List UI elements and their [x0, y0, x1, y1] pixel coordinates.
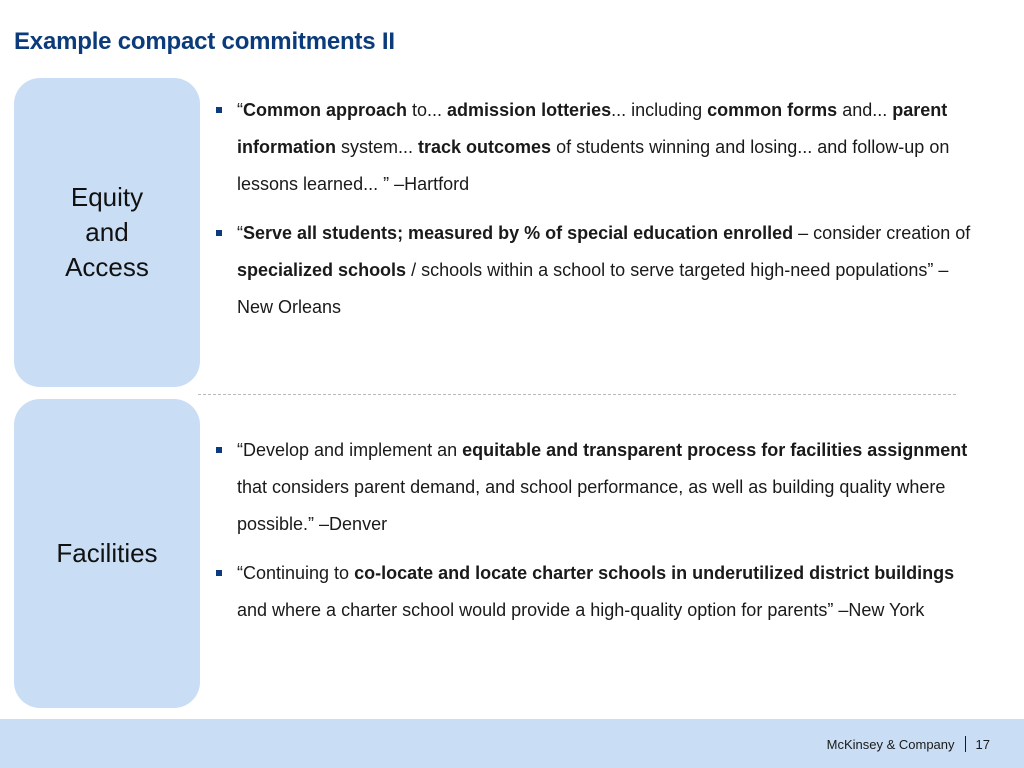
section-panel-equity-access — [14, 78, 200, 387]
bullet-text: to... — [407, 100, 448, 120]
page-number: 17 — [975, 736, 990, 752]
bold-text: equitable and transparent process for facilities assignment — [462, 440, 968, 460]
footer-separator — [965, 736, 966, 752]
section-divider — [198, 394, 956, 395]
company-name: McKinsey & Company — [826, 736, 955, 752]
bullet-text: that considers parent demand, and school performance, as well as building quality where possible.” –Denver — [237, 477, 946, 534]
bold-text: Common approach — [243, 100, 408, 120]
footer-bar — [0, 719, 1024, 768]
bullet-item — [216, 92, 976, 203]
bullet-text: system... — [336, 137, 419, 157]
slide-title: Example compact commitments II — [14, 28, 395, 55]
bullet-text: “ — [237, 223, 243, 243]
bullet-item — [216, 432, 976, 543]
footer-text — [827, 736, 990, 752]
bold-text: co-locate and locate charter schools in underutilized district buildings — [354, 563, 955, 583]
bullet-text: “Develop and implement an — [237, 440, 463, 460]
square-bullet-icon — [216, 570, 222, 576]
section-label: Facilities — [56, 538, 158, 568]
bullet-item — [216, 555, 976, 629]
square-bullet-icon — [216, 107, 222, 113]
bullet-list-equity-access — [216, 92, 976, 338]
bold-text: specialized schools — [237, 260, 407, 280]
bold-text: track outcomes — [418, 137, 552, 157]
bullet-text: “ — [237, 100, 243, 120]
bold-text: admission lotteries — [447, 100, 612, 120]
bullet-item — [216, 215, 976, 326]
bullet-text: of students winning and losing... and follow-up on lessons learned... ” –Hartford — [237, 137, 950, 194]
bullet-list-facilities — [216, 432, 976, 641]
bullet-text: and where a charter school would provide a high-quality option for parents” –New York — [237, 600, 925, 620]
bullet-text: and... — [837, 100, 893, 120]
section-panel-facilities — [14, 399, 200, 708]
bold-text: Serve all students; measured by % of special education enrolled — [243, 223, 794, 243]
bullet-text: “Continuing to — [237, 563, 355, 583]
square-bullet-icon — [216, 230, 222, 236]
section-label: Equity and Access — [65, 182, 149, 282]
square-bullet-icon — [216, 447, 222, 453]
bullet-text: / schools within a school to serve targeted high-need populations” –New Orleans — [237, 260, 949, 317]
bullet-text: ... including — [611, 100, 708, 120]
bold-text: common forms — [707, 100, 838, 120]
bullet-text: – consider creation of — [793, 223, 971, 243]
bold-text: parent information — [237, 100, 948, 157]
